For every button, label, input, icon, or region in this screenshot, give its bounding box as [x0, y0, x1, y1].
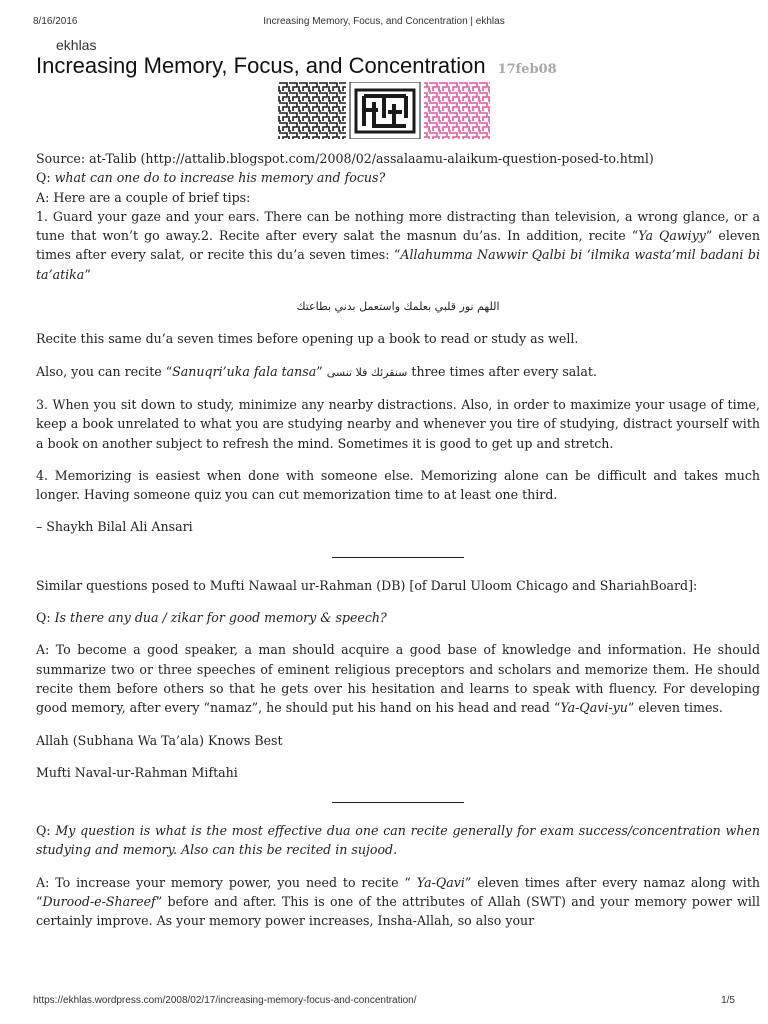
post-content — [36, 149, 760, 931]
attribution-1: – Shaykh Bilal Ali Ansari — [36, 519, 193, 535]
allah-knows-best: Allah (Subhana Wa Ta’ala) Knows Best — [36, 732, 283, 748]
arabic-dua: اللهم نور قلبي بعلمك واستعمل بدني بطاعتك — [296, 300, 500, 314]
tip-1-2: 1. Guard your gaze and your ears. There can be nothing more distracting than television, a wrong glance, or a tune that won’t go away.2. Recite after every salat the masnun du’as. In addition, recite “Ya Qawiyy” eleven times after every salat, or recite this du’a seven times: “Allahumma Nawwir Qalbi bi ‘ilmika wasta’mil badani bi ta’atika” — [36, 208, 761, 282]
answer-3: A: To increase your memory power, you need to recite “ Ya-Qavi” eleven times after every namaz along with “Durood-e-Shareef” before and after. This is one of the attributes of Allah (SWT) and your memory power will certainly improve. As your memory power increases, Insha-Allah, so also your — [36, 874, 760, 929]
question-1: Q: what can one do to increase his memory and focus? — [36, 170, 386, 186]
divider-1 — [332, 557, 464, 558]
tip-3: 3. When you sit down to study, minimize any nearby distractions. Also, in order to maximize your usage of time, keep a book unrelated to what you are studying nearby and whenever you tire of studying, distract yourself with a book on another subject to refresh the mind. Sometimes it is good to get up and stretch. — [36, 396, 760, 451]
calligraphy-banner-image — [278, 82, 490, 139]
post-date: 17feb08 — [497, 62, 557, 77]
print-footer — [33, 995, 735, 1009]
question-2: Q: Is there any dua / zikar for good memory & speech? — [36, 610, 387, 626]
source-line: Source: at-Talib (http://attalib.blogspot.com/2008/02/assalaamu-alaikum-question-posed-to.html) — [36, 151, 654, 166]
tip-4: 4. Memorizing is easiest when done with someone else. Memorizing alone can be difficult and takes much longer. Having someone quiz you can cut memorization time to at least one third. — [36, 467, 760, 503]
also-recite-line: Also, you can recite “Sanuqri’uka fala tansa” سنقرئك فلا تنسى three times after every salat. — [36, 363, 597, 379]
site-name[interactable]: ekhlas — [56, 37, 97, 53]
print-page-number: 1/5 — [721, 995, 735, 1006]
question-3: Q: My question is what is the most effective dua one can recite generally for exam success/concentration when studying and memory. Also can this be recited in sujood. — [36, 823, 761, 858]
print-page-title: Increasing Memory, Focus, and Concentration | ekhlas — [263, 16, 505, 27]
answer-2: A: To become a good speaker, a man should acquire a good base of knowledge and information. He should summarize two or three speeches of eminent religious preceptors and scholars and memorize them. He should recite them before others so that he gets over his hesitation and learns to speak with fluency. For developing good memory, after every “namaz”, he should put his hand on his head and read “Ya-Qavi-yu” eleven times. — [36, 642, 760, 716]
post-title-row — [36, 53, 557, 79]
divider-2 — [332, 802, 464, 803]
answer-1-intro: A: Here are a couple of brief tips: — [36, 189, 251, 205]
similar-questions-intro: Similar questions posed to Mufti Nawaal ur-Rahman (DB) [of Darul Uloom Chicago and ShariahBoard]: — [36, 577, 698, 593]
print-url: https://ekhlas.wordpress.com/2008/02/17/increasing-memory-focus-and-concentration/ — [33, 995, 417, 1006]
print-header — [33, 16, 735, 30]
post-title[interactable]: Increasing Memory, Focus, and Concentration — [36, 53, 486, 78]
print-date: 8/16/2016 — [33, 16, 78, 27]
mufti-attribution: Mufti Naval-ur-Rahman Miftahi — [36, 764, 238, 780]
recite-same-line: Recite this same du’a seven times before opening up a book to read or study as well. — [36, 331, 579, 347]
